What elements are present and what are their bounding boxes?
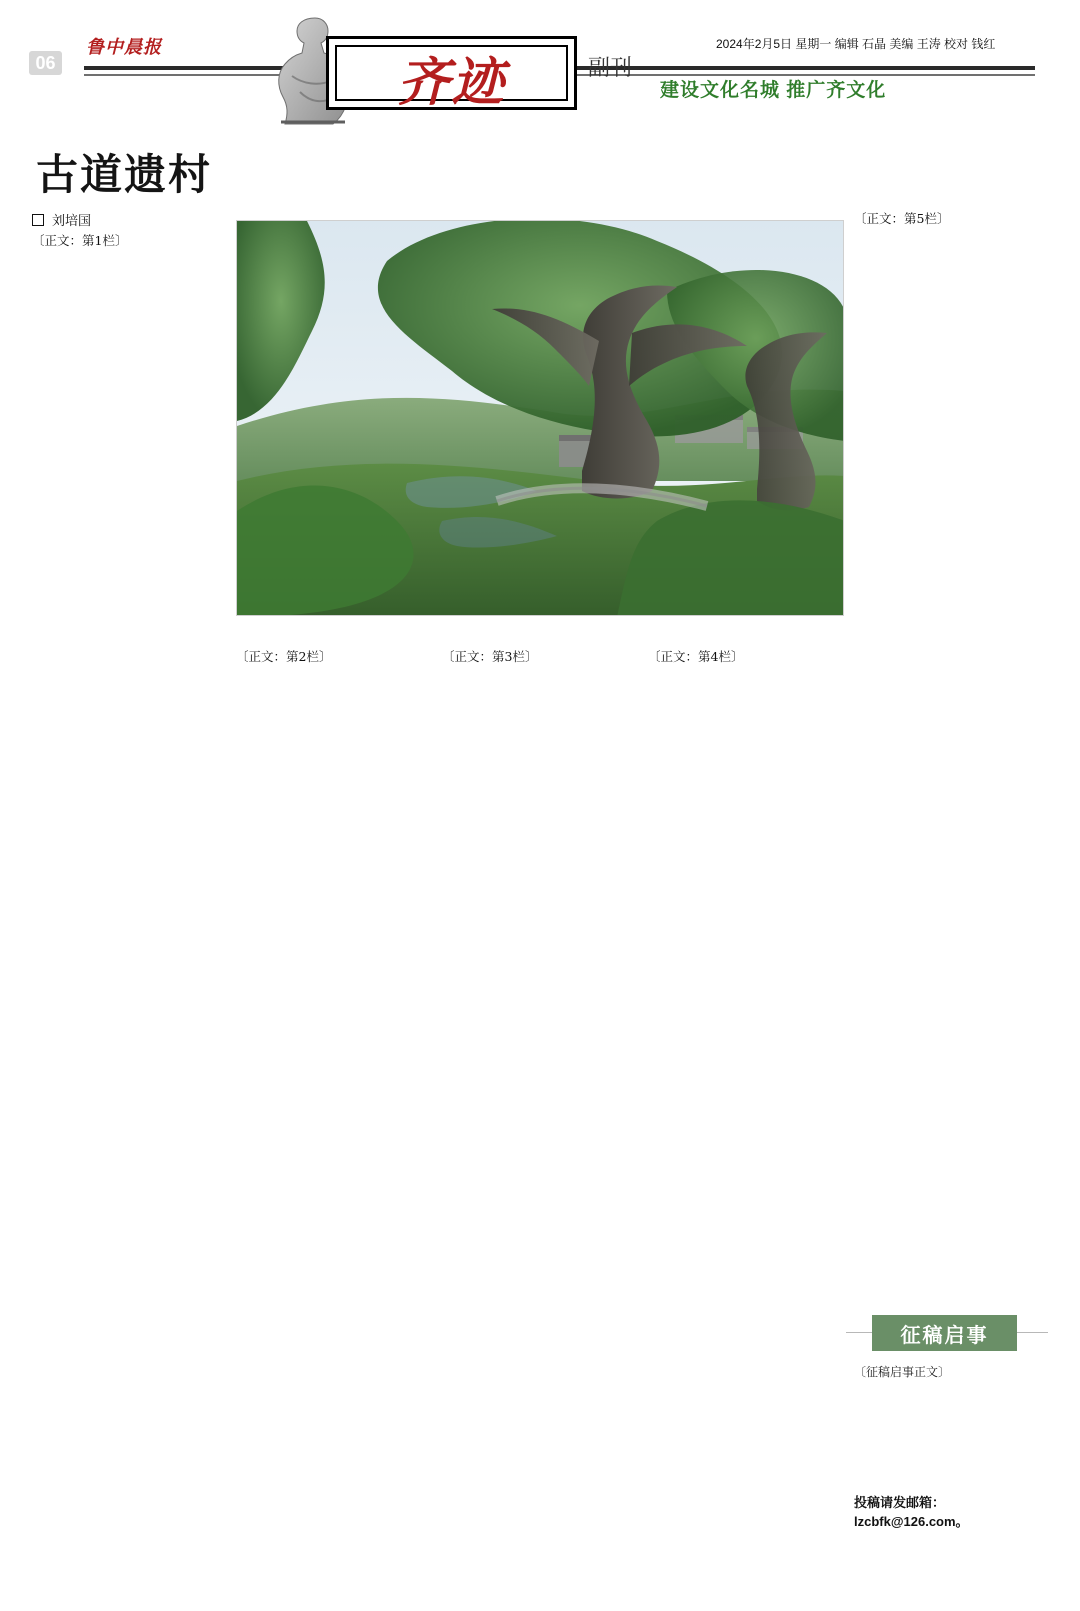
page-number: 06 [29, 51, 62, 75]
column-title: 齐迹 [397, 52, 506, 113]
newspaper-logo: 鲁中晨报 [86, 37, 162, 58]
article-text-col-1: 〔正文：第1栏〕 [32, 233, 128, 248]
article-text-col-5: 〔正文：第5栏〕 [854, 211, 950, 226]
notice-body: 〔征稿启事正文〕 [854, 1365, 951, 1379]
article-headline: 古道遗村 [36, 150, 213, 199]
notice-title: 征稿启事 [872, 1315, 1017, 1351]
article-text-col-3: 〔正文：第3栏〕 [442, 649, 538, 664]
square-marker-icon [32, 214, 44, 226]
section-label: 副刊 [588, 55, 633, 80]
column-title-inner [335, 45, 568, 113]
author-name: 刘培国 [52, 213, 92, 228]
article-column-3 [442, 648, 638, 1590]
call-for-submissions [846, 1315, 1048, 1575]
notice-email: 投稿请发邮箱：lzcbfk@126.com。 [854, 1495, 969, 1529]
article-column-2 [236, 648, 432, 1590]
article-photo [236, 220, 844, 616]
article-column-4 [648, 648, 844, 1590]
article-text-col-2: 〔正文：第2栏〕 [236, 649, 332, 664]
article-column-1 [32, 210, 218, 1590]
author-line [32, 210, 218, 229]
header-motto: 建设文化名城 推广齐文化 [660, 80, 887, 101]
dateline: 2024年2月5日 星期一 编辑 石晶 美编 王涛 校对 钱红 [716, 37, 996, 51]
article-column-5 [854, 210, 1048, 1302]
article-content [32, 210, 1048, 1590]
page-header [0, 0, 1080, 135]
article-text-col-4: 〔正文：第4栏〕 [648, 649, 744, 664]
column-title-box [326, 36, 577, 113]
